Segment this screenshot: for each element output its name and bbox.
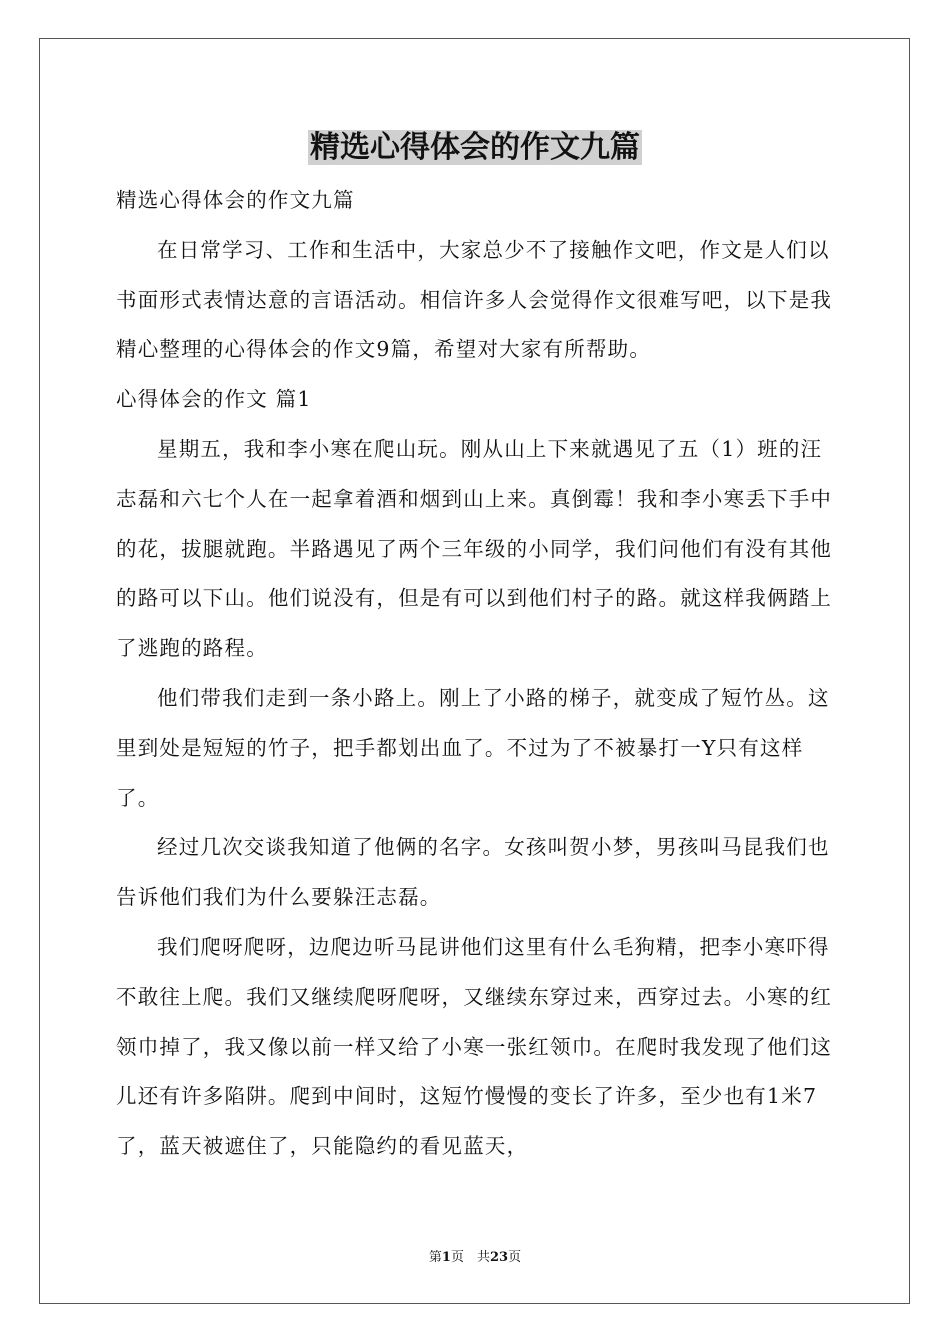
document-title	[0, 126, 950, 170]
body-paragraph: 经过几次交谈我知道了他俩的名字。女孩叫贺小梦，男孩叫马昆我们也告诉他们我们为什么要躲汪志磊。	[116, 835, 830, 910]
document-title-text: 精选心得体会的作文九篇	[310, 130, 640, 165]
current-page-number: 1	[441, 1250, 451, 1265]
body-paragraph: 我们爬呀爬呀，边爬边听马昆讲他们这里有什么毛狗精，把李小寒吓得不敢往上爬。我们又继续爬呀爬呀，又继续东穿过来，西穿过去。小寒的红领巾掉了，我又像以前一样又给了小寒一张红领巾。在爬时我发现了他们这儿还有许多陷阱。爬到中间时，这短竹慢慢的变长了许多，至少也有1米7了，蓝天被遮住了，只能隐约的看见蓝天，	[116, 934, 833, 1159]
page-footer	[0, 1246, 950, 1265]
document-subtitle: 精选心得体会的作文九篇	[116, 188, 355, 212]
footer-suffix: 页	[508, 1250, 522, 1265]
section-heading: 心得体会的作文 篇1	[116, 387, 312, 412]
body-paragraph: 星期五，我和李小寒在爬山玩。刚从山上下来就遇见了五（1）班的汪志磊和六七个人在一起拿着酒和烟到山上来。真倒霉！我和李小寒丢下手中的花，拔腿就跑。半路遇见了两个三年级的小同学，我们问他们有没有其他的路可以下山。他们说没有，但是有可以到他们村子的路。就这样我俩踏上了逃跑的路程。	[116, 436, 833, 661]
total-page-count: 23	[489, 1250, 509, 1265]
footer-prefix: 第	[428, 1250, 442, 1265]
document-body	[116, 176, 838, 1172]
footer-mid: 页 共	[450, 1250, 490, 1265]
body-paragraph: 他们带我们走到一条小路上。刚上了小路的梯子，就变成了短竹丛。这里到处是短短的竹子，把手都划出血了。不过为了不被暴打一Y只有这样了。	[116, 685, 830, 810]
intro-paragraph: 在日常学习、工作和生活中，大家总少不了接触作文吧，作文是人们以书面形式表情达意的言语活动。相信许多人会觉得作文很难写吧，以下是我精心整理的心得体会的作文9篇，希望对大家有所帮助。	[116, 237, 833, 362]
